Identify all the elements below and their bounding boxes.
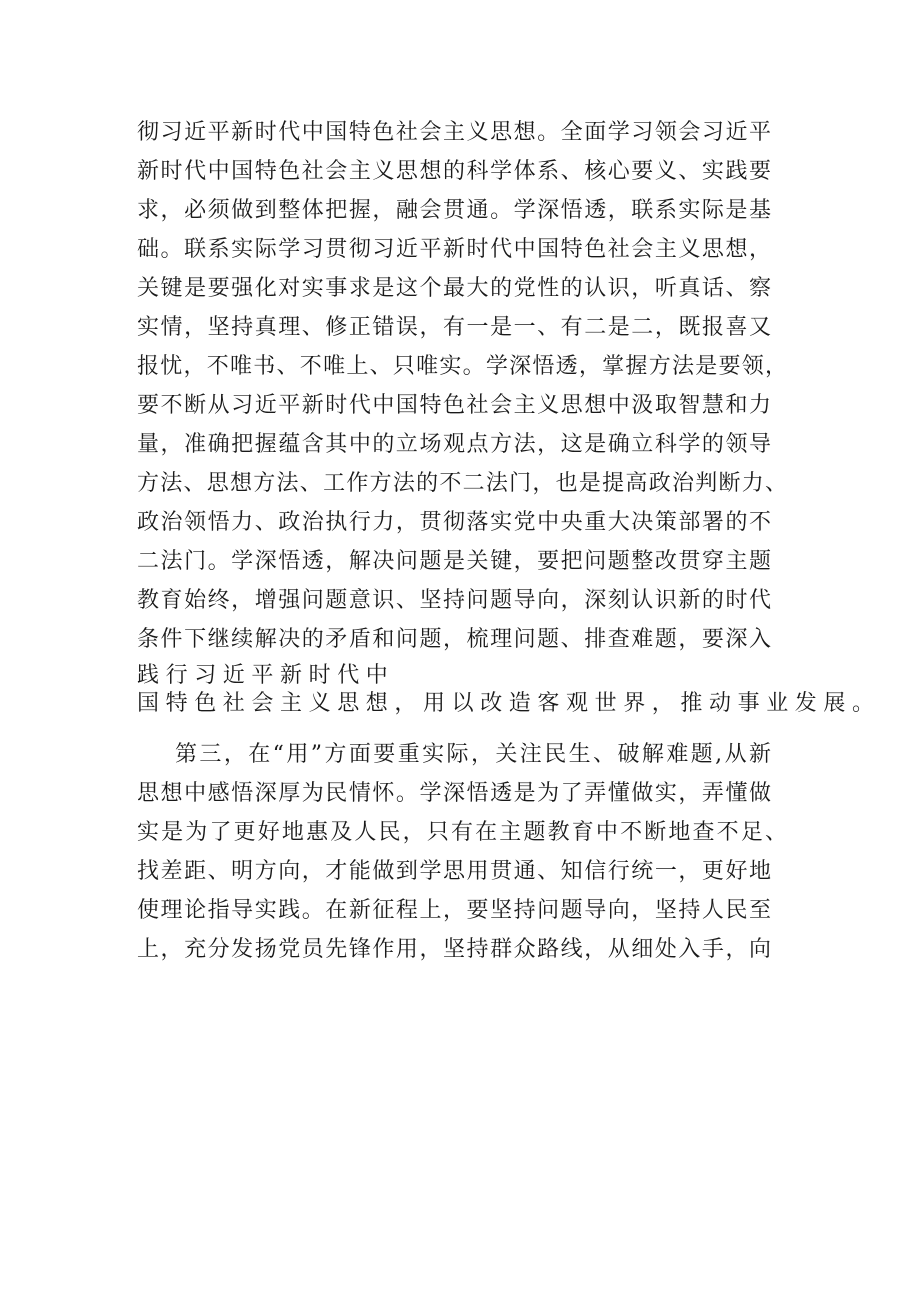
text-line: 二法门。学深悟透，解决问题是关键，要把问题整改贯穿主题 (137, 549, 771, 574)
text-line: 找差距、明方向，才能做到学思用贯通、知信行统一，更好地 (137, 859, 771, 884)
text-line: 践行习近平新时代中 (137, 663, 395, 688)
text-line: 要不断从习近平新时代中国特色社会主义思想中汲取智慧和力 (137, 393, 771, 418)
text-line: 新时代中国特色社会主义思想的科学体系、核心要义、实践要 (137, 159, 771, 184)
text-line: 求，必须做到整体把握，融会贯通。学深悟透，联系实际是基 (137, 198, 771, 223)
text-line: 实情，坚持真理、修正错误，有一是一、有二是二，既报喜又 (137, 315, 771, 340)
text-line: 政治领悟力、政治执行力，贯彻落实党中央重大决策部署的不 (137, 510, 771, 535)
text-line: 上，充分发扬党员先锋作用，坚持群众路线，从细处入手，向 (137, 937, 771, 962)
text-line: 础。联系实际学习贯彻习近平新时代中国特色社会主义思想， (137, 237, 771, 262)
text-line: 彻习近平新时代中国特色社会主义思想。全面学习领会习近平 (137, 120, 771, 145)
text-line: 实是为了更好地惠及人民，只有在主题教育中不断地查不足、 (137, 820, 787, 845)
text-line: 使理论指导实践。在新征程上，要坚持问题导向，坚持人民至 (137, 898, 771, 923)
text-line: 条件下继续解决的矛盾和问题，梳理问题、排查难题，要深入 (137, 627, 771, 652)
text-line: 思想中感悟深厚为民情怀。学深悟透是为了弄懂做实，弄懂做 (137, 781, 771, 806)
text-line: 方法、思想方法、工作方法的不二法门，也是提高政治判断力、 (137, 471, 787, 496)
text-line: 量，准确把握蕴含其中的立场观点方法，这是确立科学的领导 (137, 432, 771, 457)
text-line: 报忧，不唯书、不唯上、只唯实。学深悟透，掌握方法是要领， (137, 354, 787, 379)
text-line: 教育始终，增强问题意识、坚持问题导向，深刻认识新的时代 (137, 588, 771, 613)
text-line: 关键是要强化对实事求是这个最大的党性的认识，听真话、察 (137, 276, 771, 301)
paragraph-start-line: 第三，在“用”方面要重实际，关注民生、破解难题,从新 (175, 742, 771, 767)
text-line: 国特色社会主义思想，用以改造客观世界，推动事业发展。 (137, 691, 881, 716)
